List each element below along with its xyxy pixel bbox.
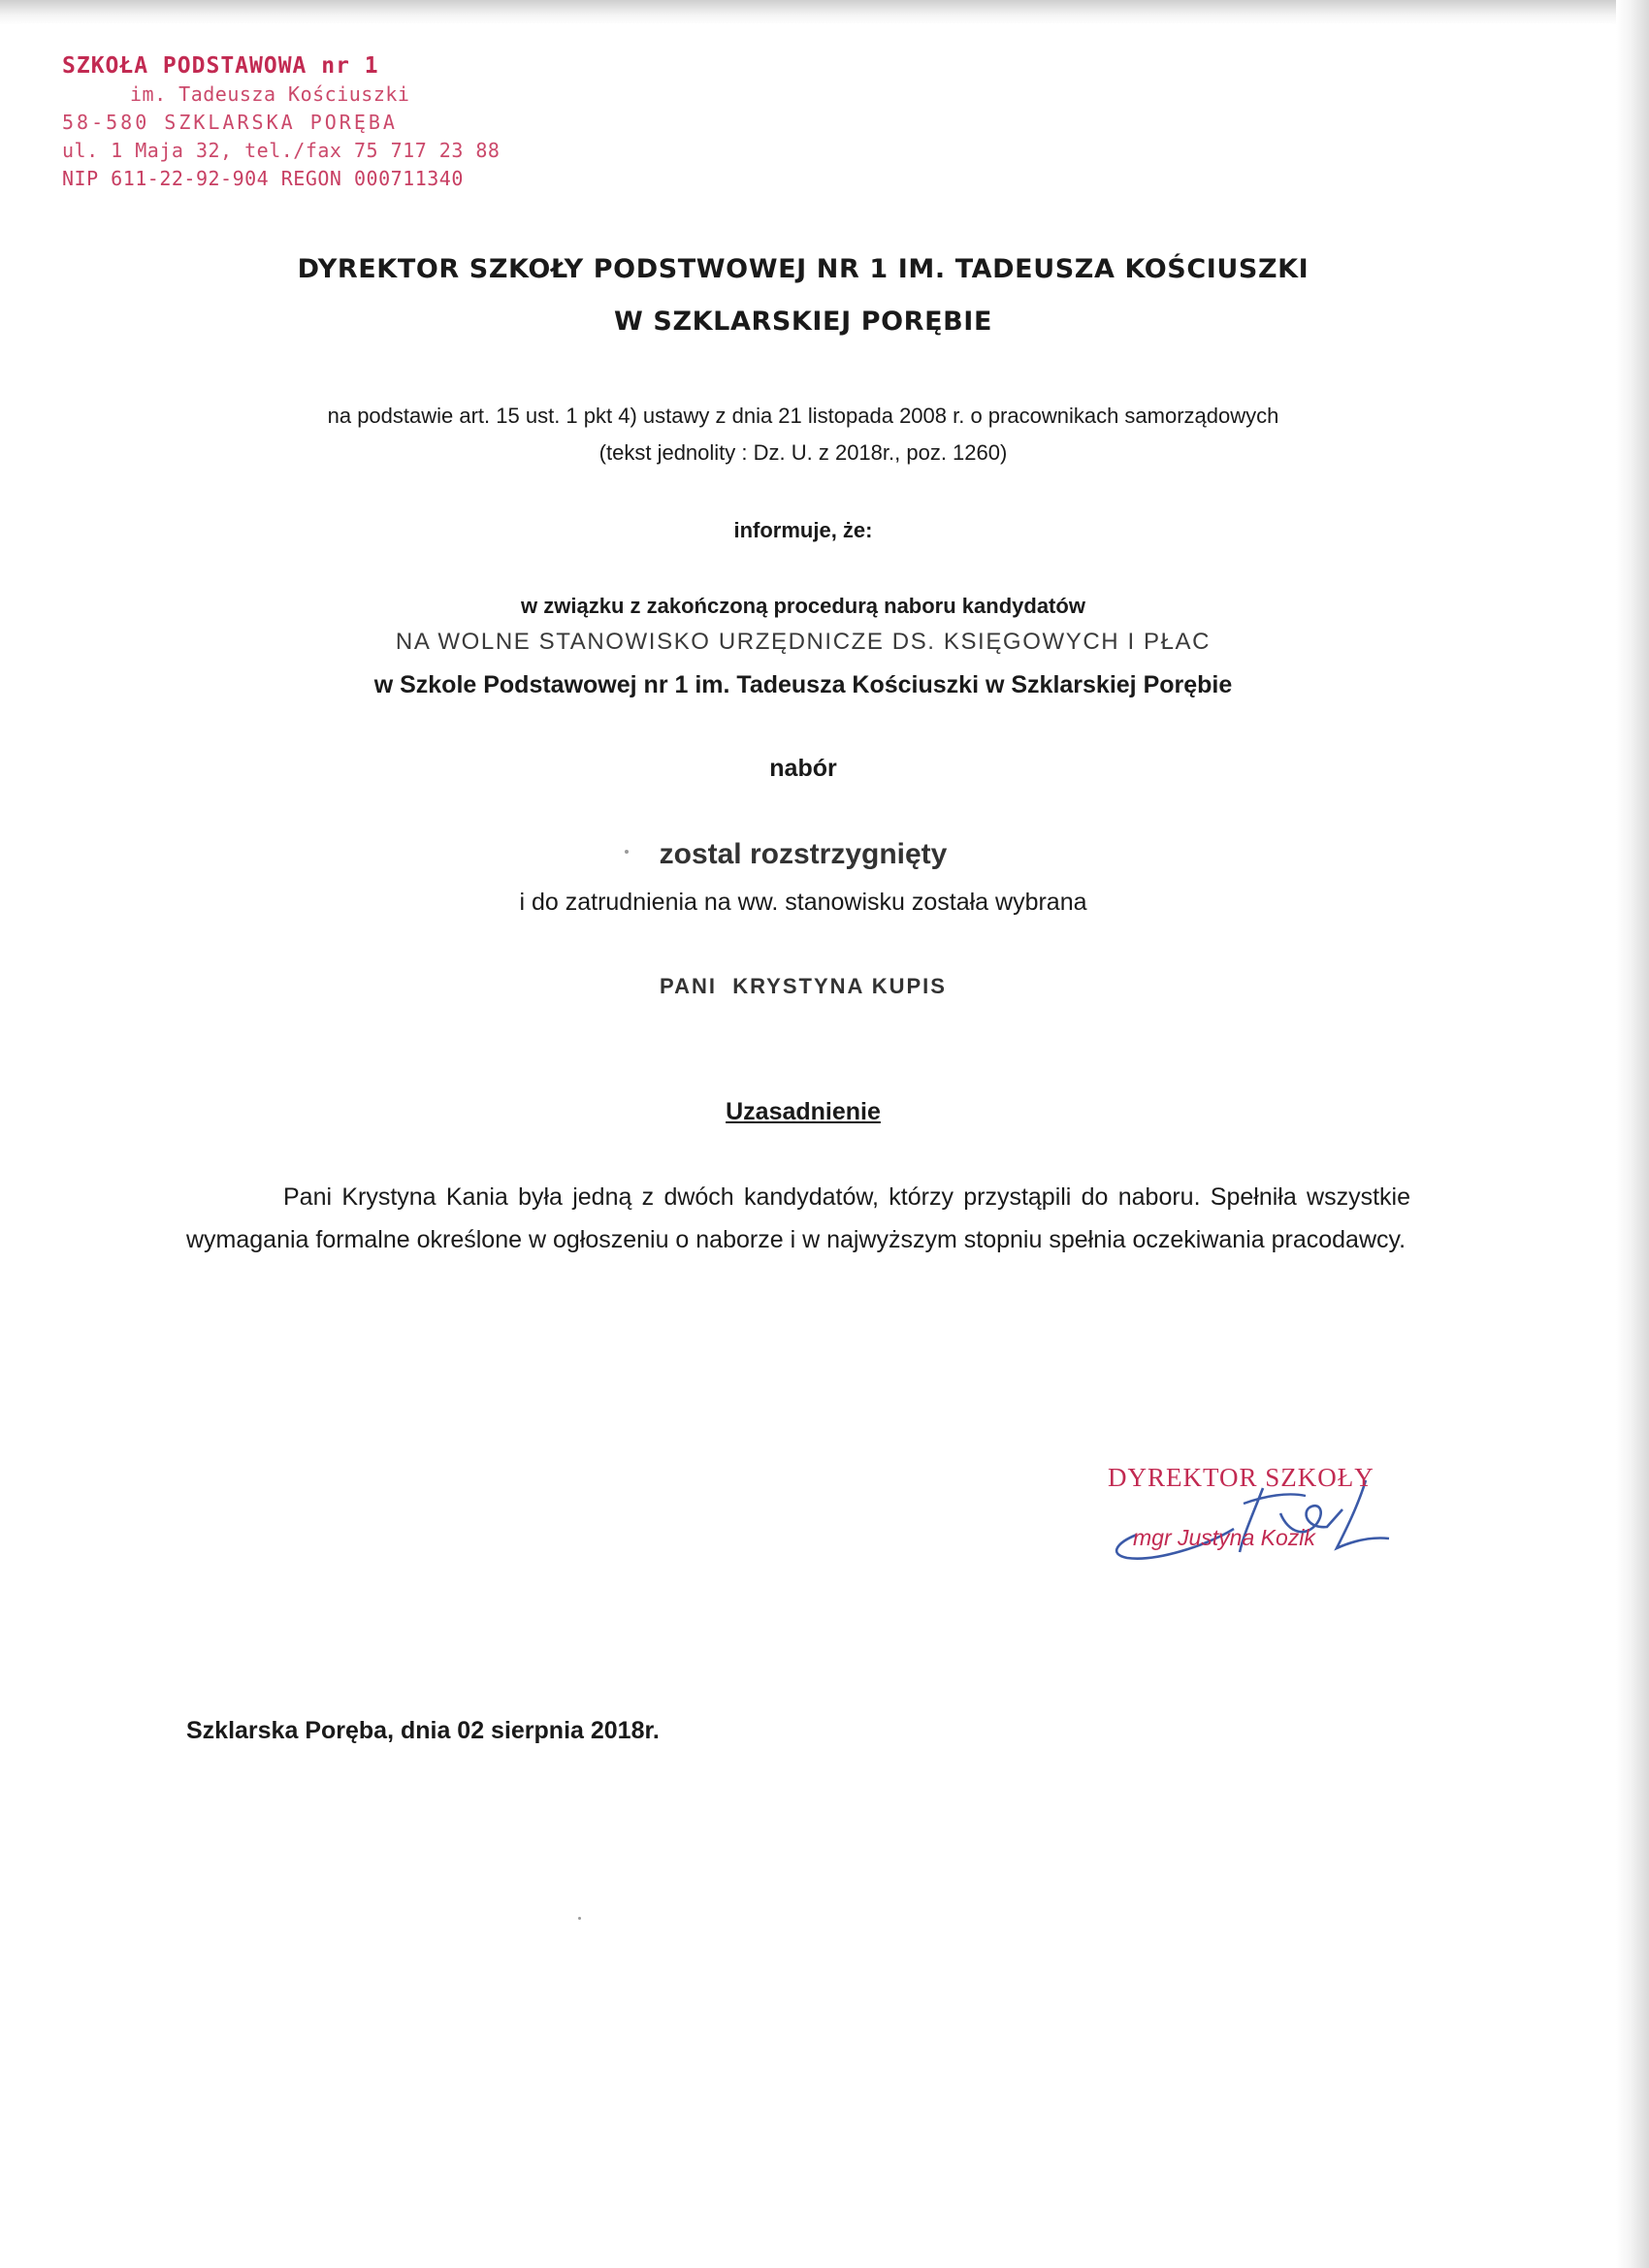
signature-name: mgr Justyna Kozik — [1133, 1525, 1315, 1550]
stamp-line-postcode: 58-580 SZKLARSKA PORĘBA — [62, 111, 398, 134]
stamp-line-nip: NIP 611-22-92-904 REGON 000711340 — [62, 167, 464, 190]
informs-text: informuje, że: — [733, 518, 873, 542]
selected-candidate-name: PANI KRYSTYNA KUPIS — [660, 974, 947, 998]
date-line: Szklarska Poręba, dnia 02 sierpnia 2018r. — [186, 1717, 660, 1744]
school-stamp — [62, 52, 500, 193]
scan-speck — [578, 1917, 581, 1920]
school-name: w Szkole Podstawowej nr 1 im. Tadeusza Kościuszki w Szklarskiej Porębie — [373, 671, 1233, 698]
position-title: NA WOLNE STANOWISKO URZĘDNICZE DS. KSIĘGOWYCH I PŁAC — [395, 629, 1212, 655]
signature-title: DYREKTOR SZKOŁY — [1108, 1463, 1374, 1492]
justification-title: Uzasadnienie — [726, 1098, 881, 1125]
justification-body: Pani Krystyna Kania była jedną z dwóch kandydatów, którzy przystąpili do naboru. Spełniła wszystkie wymagania formalne określone w ogłoszeniu o naborze i w najwyższym stopniu spełnia oczekiwania pracodawcy. — [186, 1183, 1410, 1253]
stamp-line-patron: im. Tadeusza Kościuszki — [130, 82, 410, 106]
recruitment-intro: w związku z zakończoną procedurą naboru kandydatów — [521, 594, 1085, 618]
scan-speck — [625, 850, 629, 854]
selected-text: i do zatrudnienia na ww. stanowisku została wybrana — [519, 889, 1087, 916]
stamp-line-address: ul. 1 Maja 32, tel./fax 75 717 23 88 — [62, 139, 501, 162]
legal-basis-line-1: na podstawie art. 15 ust. 1 pkt 4) ustawy z dnia 21 listopada 2008 r. o pracownikach samorządowych — [327, 404, 1279, 428]
nabor-label: nabór — [769, 755, 837, 782]
stamp-line-school: SZKOŁA PODSTAWOWA nr 1 — [62, 53, 379, 79]
scan-right-shadow — [1616, 0, 1649, 2268]
heading-line-2: W SZKLARSKIEJ PORĘBIE — [614, 307, 992, 337]
document-page — [21, 23, 1612, 2245]
heading-line-1: DYREKTOR SZKOŁY PODSTWOWEJ NR 1 IM. TADEUSZA KOŚCIUSZKI — [297, 254, 1310, 284]
scan-top-shadow — [0, 0, 1649, 25]
legal-basis-line-2: (tekst jednolity : Dz. U. z 2018r., poz. 1260) — [598, 440, 1008, 465]
resolved-text: zostal rozstrzygnięty — [659, 838, 948, 870]
